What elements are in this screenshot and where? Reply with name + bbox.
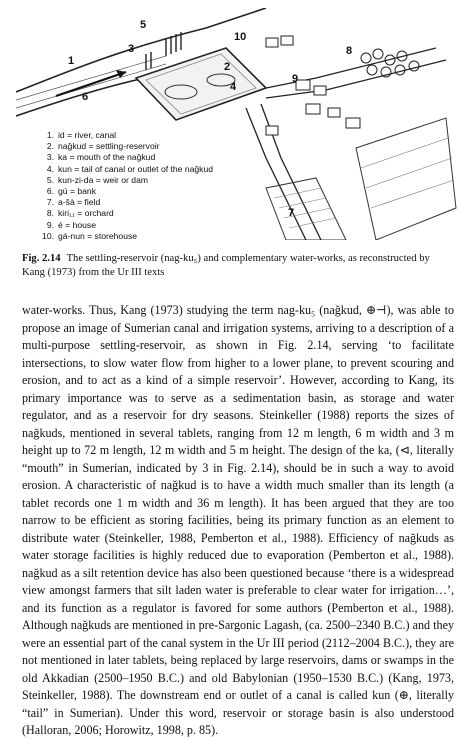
body-text — [22, 302, 454, 740]
callout-9: 9 — [292, 73, 299, 85]
callout-10: 10 — [234, 31, 247, 43]
legend-item: 5. kun-zi-da = weir or dam — [46, 174, 149, 185]
legend-item: 9. é = house — [46, 219, 96, 230]
callout-3: 3 — [128, 43, 135, 55]
legend-item: 3. ka = mouth of the nağkud — [46, 152, 156, 163]
callout-8: 8 — [346, 45, 353, 57]
figure-illustration — [16, 8, 460, 240]
figure-label: Fig. 2.14 — [22, 253, 61, 264]
callout-2: 2 — [224, 61, 231, 73]
legend-item: 6. gú = bank — [46, 186, 96, 197]
legend-item: 7. a-šà = field — [46, 197, 101, 208]
callout-4: 4 — [230, 81, 237, 93]
callout-6: 6 — [82, 91, 89, 103]
legend-item: 8. kiri₁₁ = orchard — [46, 208, 114, 219]
legend-item: 2. nağkud = settling-reservoir — [46, 141, 160, 152]
body-paragraph: water-works. Thus, Kang (1973) studying the term nag-ku₅ (nağkud, ⊕⊣), was able to propose an image of Sumerian canal and irrigation systems, arriving to a description of a multi-purpose settling-reservoir, as shown in Fig. 2.14, serving ‘to facilitate intersections, to slow water flow from higher to a lower plane, to prevent scouring and erosion, and to act as a kind of a simple reservoir’. However, according to Kang, its primary importance was to serve as a sedimentation basin, as storage and water regulator, and as a reservoir for dry seasons. Steinkeller (1988) reports the sizes of nağkuds, mentioned in several tablets, ranging from 12 m length, 6 m width and 3 m height up to 72 m length, 12 m width and 5 m height. The design of the ka, (⊲, literally “mouth” in Sumerian, indicated by 3 in Fig. 2.14), should be in such a way to avoid erosion. A characteristic of nağkud is to have a width much smaller than its length (a tablet records one 1 m width and 36 m length). It has been argued that they are too narrow to be efficient as storing facilities, being its primary function as an element to distribute water (Steinkeller, 1988, Pemberton et al., 1988). Efficiency of nağkuds as water storage facilities is highly reduced due to evaporation (Pemberton et al., 1988). nağkud as a silt retention device has also been questioned because ‘there is a widespread view amongst farmers that silt laden water is preferable to clear water for irrigation…’, and its function as a regulator is favored for some authors (Pemberton et al., 1988). Although nağkuds are mentioned in pre-Sargonic Lagash, (ca. 2500–2340 B.C.) and they were an essential part of the canal system in the Ur III period (2112–2004 B.C.), they are not mentioned in later tablets, being replaced by large reservoirs, dams or swamps in the old Akkadian (2500–1950 B.C.) and old Babylonian (1950–1530 B.C.) (Kang, 1973, Steinkeller, 1988). The downstream end or outlet of a canal is called kun (⊕, literally “tail” in Sumerian). Under this word, reservoir or storage basin is also understood (Halloran, 2006; Horowitz, 1998, p. 85). — [22, 303, 454, 737]
figure-legend — [40, 130, 250, 242]
legend-item: 10. gá-nun = storehouse — [42, 230, 138, 241]
callout-7: 7 — [288, 207, 295, 219]
callout-5: 5 — [140, 19, 147, 31]
figure-caption — [22, 252, 454, 279]
callout-1: 1 — [68, 55, 75, 67]
legend-item: 1. id = river, canal — [46, 130, 117, 140]
caption-text: The settling-reservoir (nag-ku₅) and complementary water-works, as reconstructed by Kang (1973) from the Ur III texts — [22, 253, 430, 278]
legend-item: 4. kun = tail of canal or outlet of the nağkud — [46, 163, 214, 174]
